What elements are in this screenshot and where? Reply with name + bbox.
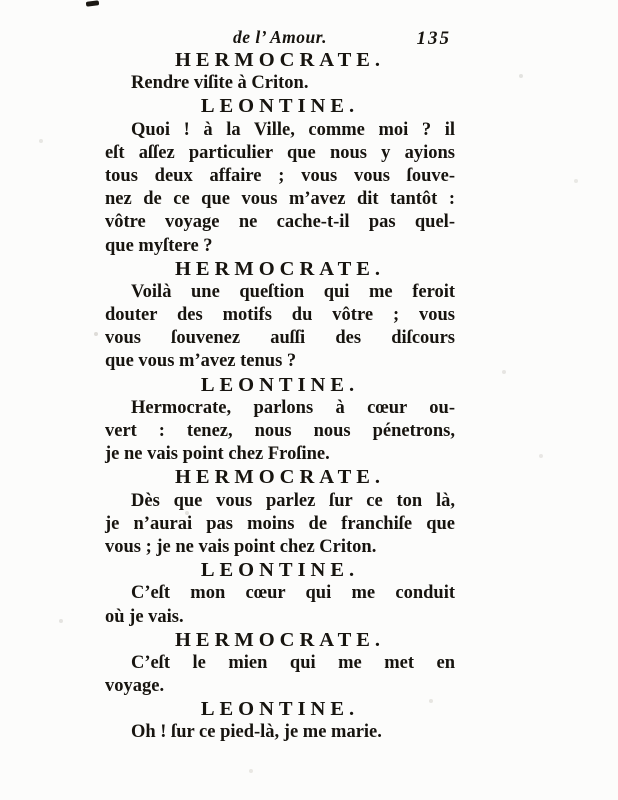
dialogue-line: vert : tenez, nous nous pénetrons, xyxy=(105,421,455,441)
dialogue-line: nez de ce que vous m’avez dit tantôt : xyxy=(105,189,455,210)
dialogue-line: voyage. xyxy=(105,676,165,697)
speaker-heading: HERMOCRATE. xyxy=(174,466,386,489)
dialogue-line: Oh ! ſur ce pied-là, je me marie. xyxy=(131,722,382,743)
text-block xyxy=(105,49,455,745)
dialogue-line: vous ; je ne vais point chez Criton. xyxy=(105,536,377,557)
dialogue-line: Voilà une queſtion qui me feroit xyxy=(131,281,455,302)
dialogue-line: vôtre voyage ne cache-t-il pas quel- xyxy=(105,212,455,233)
running-header-title: de l’ Amour. xyxy=(233,27,327,47)
ink-smudge xyxy=(86,0,100,7)
speaker-heading: LEONTINE. xyxy=(200,559,360,582)
dialogue-line: que myſtere ? xyxy=(105,235,213,256)
dialogue-line: vous ſouvenez auſſi des diſcours xyxy=(105,328,455,349)
dialogue-line: C’eſt mon cœur qui me conduit xyxy=(131,583,455,604)
dialogue-line: je ne vais point chez Froſine. xyxy=(105,444,330,465)
running-header xyxy=(105,26,455,49)
scan-speckles xyxy=(0,0,2,2)
dialogue-line: que vous m’avez tenus ? xyxy=(105,351,297,372)
dialogue-line: Quoi ! à la Ville, comme moi ? il xyxy=(131,119,455,140)
speaker-heading: HERMOCRATE. xyxy=(174,257,386,280)
dialogue-line: où je vais. xyxy=(105,606,184,627)
dialogue-line: eſt aſſez particulier que nous y ayions xyxy=(105,142,455,163)
dialogue-line: je n’aurai pas moins de franchiſe que xyxy=(105,513,455,534)
speaker-heading: LEONTINE. xyxy=(200,373,360,396)
dialogue-line: tous deux affaire ; vous vous ſouve- xyxy=(105,165,455,186)
dialogue-line: Dès que vous parlez ſur ce ton là, xyxy=(131,490,455,511)
speaker-heading: HERMOCRATE. xyxy=(174,49,386,71)
page-number: 135 xyxy=(416,28,451,49)
dialogue-line: C’eſt le mien qui me met en xyxy=(131,652,455,673)
dialogue-line: douter des motifs du vôtre ; vous xyxy=(105,305,455,326)
speaker-heading: HERMOCRATE. xyxy=(174,628,386,651)
speaker-heading: LEONTINE. xyxy=(200,95,360,118)
speaker-heading: LEONTINE. xyxy=(200,698,360,721)
dialogue-line: Hermocrate, parlons à cœur ou- xyxy=(131,397,455,418)
dialogue-line: Rendre viſite à Criton. xyxy=(131,73,309,94)
